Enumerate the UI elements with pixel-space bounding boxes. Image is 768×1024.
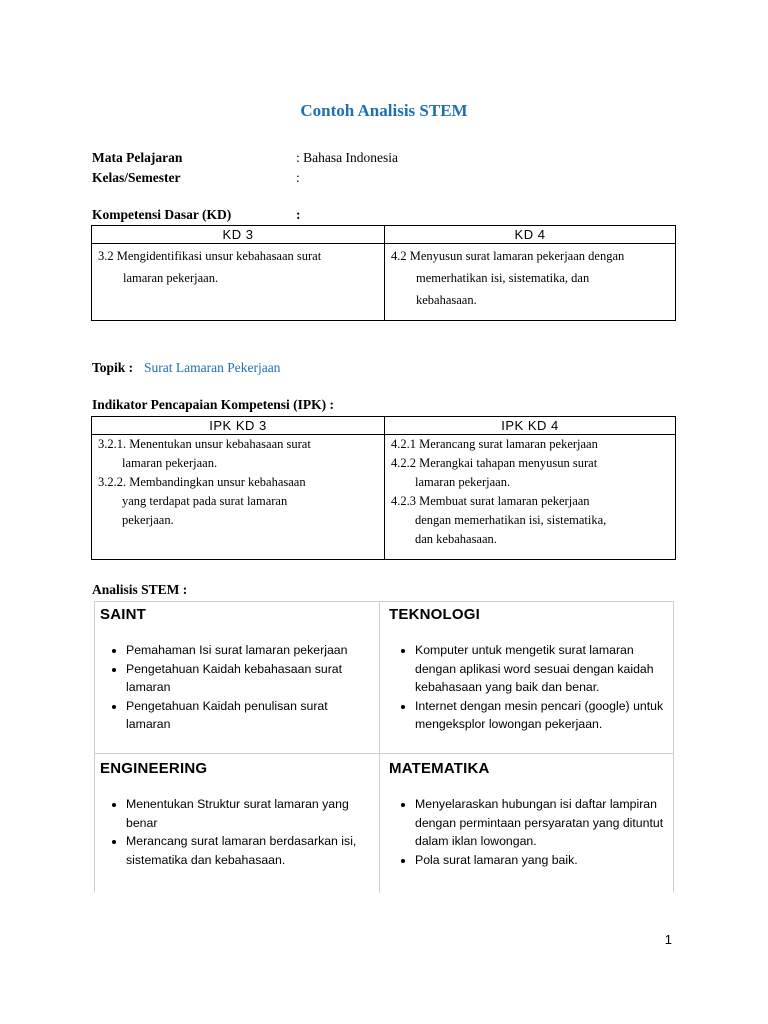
topik-label: Topik :: [92, 360, 134, 375]
kd3-header: KD 3: [92, 226, 385, 244]
list-item: • Pemahaman Isi surat lamaran pekerjaan: [126, 641, 375, 660]
ipk-title: Indikator Pencapaian Kompetensi (IPK) :: [92, 397, 335, 412]
matematika-heading: MATEMATIKA: [389, 760, 490, 777]
ipk-table: [91, 416, 676, 560]
list-item: • Menyelaraskan hubungan isi daftar lampiran dengan permintaan persyaratan yang dituntut dalam iklan lowongan.: [415, 795, 669, 851]
matematika-list: [389, 795, 669, 869]
ipk-line: lamaran pekerjaan.: [122, 456, 218, 470]
ipk-line: dengan memerhatikan isi, sistematika,: [415, 513, 607, 527]
ipk-line: 4.2.2 Merangkai tahapan menyusun surat: [391, 456, 598, 470]
ipk-line: 4.2.1 Merancang surat lamaran pekerjaan: [391, 437, 598, 451]
topik-value: Surat Lamaran Pekerjaan: [144, 360, 281, 375]
matematika-box: [389, 760, 669, 869]
kompetensi-dasar-colon: :: [296, 207, 301, 222]
list-item: • Pengetahuan Kaidah penulisan surat lamaran: [126, 697, 375, 734]
engineering-heading: ENGINEERING: [100, 760, 208, 777]
kelas-semester-label: Kelas/Semester: [92, 170, 181, 185]
mata-pelajaran-label: Mata Pelajaran: [92, 150, 183, 165]
saint-box: [100, 606, 375, 734]
ipk-kd3-cell: [92, 435, 385, 560]
kd-table: [91, 225, 676, 321]
kd4-line: 4.2 Menyusun surat lamaran pekerjaan dengan: [391, 249, 625, 263]
list-item: • Pola surat lamaran yang baik.: [415, 851, 669, 870]
teknologi-list: [389, 641, 671, 734]
ipk-kd4-cell: [385, 435, 676, 560]
kd3-cell: [92, 244, 385, 321]
ipk-line: lamaran pekerjaan.: [415, 475, 511, 489]
ipk-line: dan kebahasaan.: [415, 532, 497, 546]
ipk-kd3-header: IPK KD 3: [92, 417, 385, 435]
engineering-list: [100, 795, 372, 869]
kd4-cell: [385, 244, 676, 321]
teknologi-heading: TEKNOLOGI: [389, 606, 480, 623]
stem-grid: [94, 601, 674, 893]
ipk-line: yang terdapat pada surat lamaran: [122, 494, 288, 508]
page-title: Contoh Analisis STEM: [300, 101, 468, 120]
kd3-line: lamaran pekerjaan.: [123, 271, 219, 285]
kd4-header: KD 4: [385, 226, 676, 244]
ipk-line: 4.2.3 Membuat surat lamaran pekerjaan: [391, 494, 590, 508]
mata-pelajaran-value: : Bahasa Indonesia: [296, 150, 398, 165]
list-item: • Komputer untuk mengetik surat lamaran dengan aplikasi word sesuai dengan kaidah kebahasaan yang baik dan benar.: [415, 641, 671, 697]
kd4-line: memerhatikan isi, sistematika, dan: [416, 271, 590, 285]
ipk-kd4-header: IPK KD 4: [385, 417, 676, 435]
list-item: • Merancang surat lamaran berdasarkan isi, sistematika dan kebahasaan.: [126, 832, 372, 869]
kd3-line: 3.2 Mengidentifikasi unsur kebahasaan surat: [98, 249, 322, 263]
ipk-line: 3.2.2. Membandingkan unsur kebahasaan: [98, 475, 306, 489]
list-item: • Menentukan Struktur surat lamaran yang benar: [126, 795, 372, 832]
kompetensi-dasar-label: Kompetensi Dasar (KD): [92, 207, 232, 222]
saint-heading: SAINT: [100, 606, 146, 623]
saint-list: [100, 641, 375, 734]
list-item: • Pengetahuan Kaidah kebahasaan surat lamaran: [126, 660, 375, 697]
analisis-stem-title: Analisis STEM :: [92, 582, 188, 597]
teknologi-box: [389, 606, 671, 734]
kelas-semester-value: :: [296, 170, 300, 185]
page-number: 1: [664, 932, 672, 947]
ipk-line: 3.2.1. Menentukan unsur kebahasaan surat: [98, 437, 311, 451]
engineering-box: [100, 760, 372, 869]
list-item: • Internet dengan mesin pencari (google) untuk mengeksplor lowongan pekerjaan.: [415, 697, 671, 734]
kd4-line: kebahasaan.: [416, 293, 477, 307]
ipk-line: pekerjaan.: [122, 513, 174, 527]
